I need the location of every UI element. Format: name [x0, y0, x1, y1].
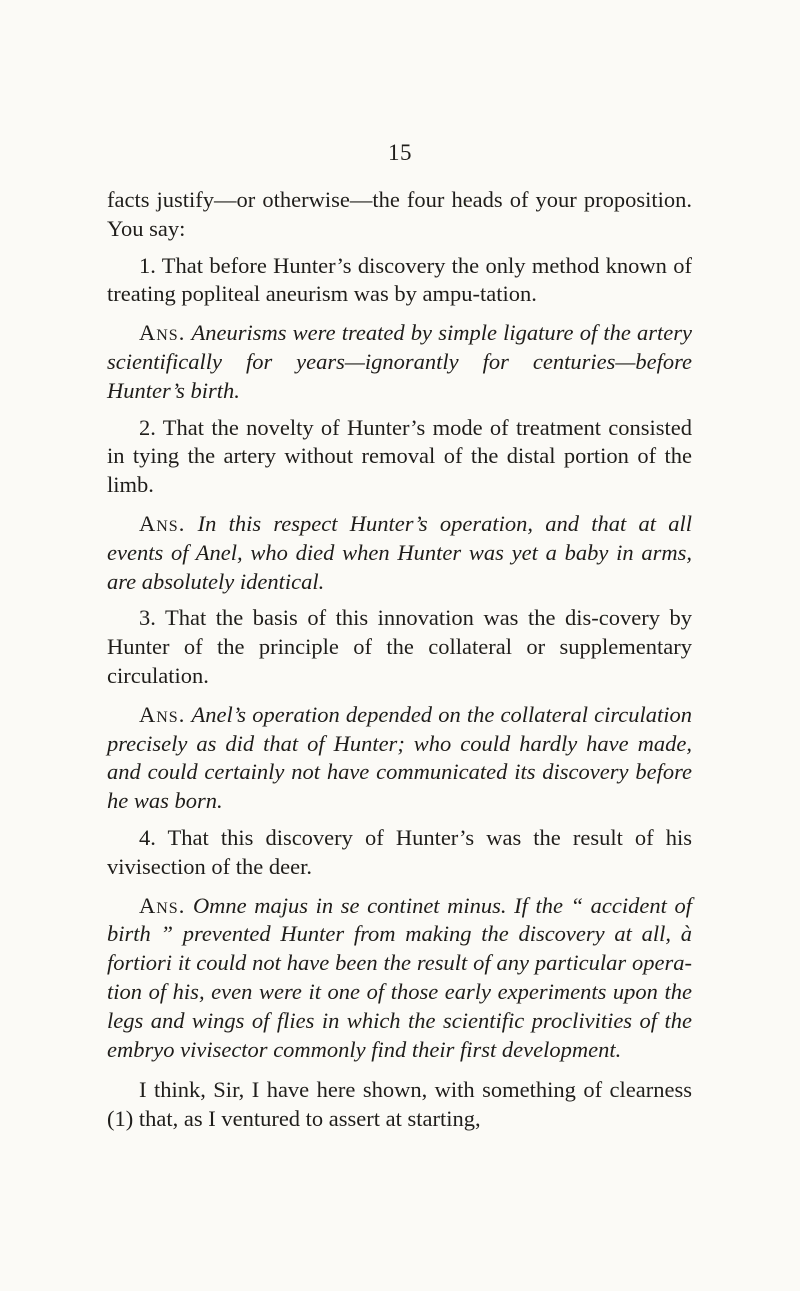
- answer-text: Aneurisms were treated by simple ligature of the artery scientifically for years—ignorantly for centuries—before Hunter’s birth.: [107, 320, 692, 403]
- proposition-2: 2. That the novelty of Hunter’s mode of treatment consisted in tying the artery without removal of the distal portion of the limb.: [107, 414, 692, 498]
- text-column: [107, 186, 692, 1134]
- proposition-1: 1. That before Hunter’s discovery the only method known of treating popliteal aneurism was by ampu-tation.: [107, 252, 692, 307]
- answer-label: Ans.: [139, 701, 186, 727]
- answer-2: [107, 510, 692, 596]
- page-number: 15: [388, 140, 412, 165]
- answer-label: Ans.: [139, 510, 186, 536]
- proposition-4: 4. That this discovery of Hunter’s was the result of his vivisection of the deer.: [107, 824, 692, 879]
- answer-4: [107, 892, 692, 1065]
- answer-1: [107, 319, 692, 405]
- answer-label: Ans.: [139, 892, 186, 918]
- closing-paragraph: I think, Sir, I have here shown, with something of clearness (1) that, as I ventured to assert at starting,: [107, 1077, 692, 1132]
- answer-3: [107, 701, 692, 816]
- answer-text: Anel’s operation depended on the collateral circulation precisely as did that of Hunter; who could hardly have made, and could certainly not have communicated its discovery before he was born.: [107, 701, 693, 814]
- opening-paragraph: facts justify—or otherwise—the four heads of your proposition. You say:: [107, 187, 692, 241]
- answer-text: In this respect Hunter’s operation, and that at all events of Anel, who died when Hunter was yet a baby in arms, are absolutely identical.: [107, 510, 692, 594]
- proposition-3: 3. That the basis of this innovation was the dis-covery by Hunter of the principle of the collateral or supplementary circulation.: [107, 605, 692, 688]
- answer-text: Omne majus in se continet minus. If the “ accident of birth ” prevented Hunter from making the discovery at all, à fortiori it could not have been the result of any particular opera-tion of his, even were it one of those early experiments upon the legs and wings of flies in which the scientific proclivities of the embryo vivisector commonly find their first development.: [107, 892, 692, 1062]
- answer-label: Ans.: [139, 320, 186, 346]
